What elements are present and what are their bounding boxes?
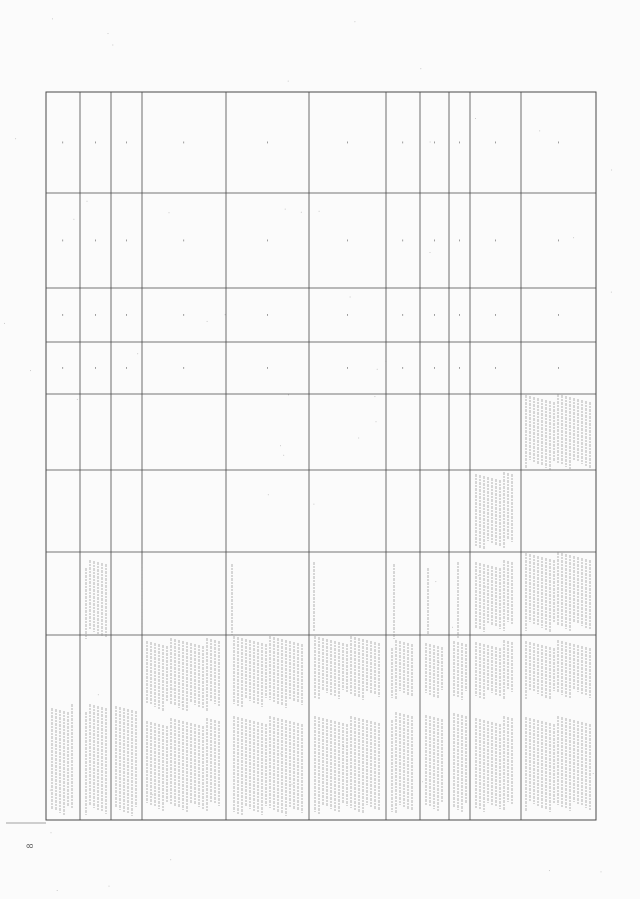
empty-cell-dash: - [343,141,352,144]
empty-cell-dash: - [554,313,563,317]
empty-cell-dash: - [430,366,439,370]
empty-cell-dash: - [455,366,464,370]
empty-cell-dash: - [58,239,67,242]
empty-cell-dash: - [122,366,131,370]
empty-cell-dash: - [58,313,67,317]
empty-cell-dash: - [58,366,67,370]
empty-cell-dash: - [554,239,563,242]
empty-cell-dash: - [430,239,439,242]
empty-cell-dash: - [430,141,439,144]
empty-cell-dash: - [343,366,352,370]
empty-cell-dash: - [491,366,500,370]
page-number: 8 [25,843,35,849]
empty-cell-dash: - [398,366,407,370]
empty-cell-dash: - [455,239,464,242]
empty-cell-dash: - [398,141,407,144]
empty-cell-dash: - [554,141,563,144]
empty-cell-dash: - [91,366,100,370]
empty-cell-dash: - [91,239,100,242]
empty-cell-dash: - [398,239,407,242]
empty-cell-dash: - [122,239,131,242]
empty-cell-dash: - [491,313,500,317]
empty-cell-dash: - [554,366,563,370]
empty-cell-dash: - [430,313,439,317]
empty-cell-dash: - [455,141,464,144]
empty-cell-dash: - [91,141,100,144]
empty-cell-dash: - [491,141,500,144]
empty-cell-dash: - [263,239,272,242]
empty-cell-dash: - [179,141,188,144]
empty-cell-dash: - [122,313,131,317]
empty-cell-dash: - [398,313,407,317]
empty-cell-dash: - [122,141,131,144]
empty-cell-dash: - [343,239,352,242]
empty-cell-dash: - [455,313,464,317]
empty-cell-dash: - [491,239,500,242]
empty-cell-dash: - [263,366,272,370]
empty-cell-dash: - [91,313,100,317]
empty-cell-dash: - [263,313,272,317]
empty-cell-dash: - [179,366,188,370]
empty-cell-dash: - [179,313,188,317]
empty-cell-dash: - [179,239,188,242]
empty-cell-dash: - [343,313,352,317]
empty-cell-dash: - [58,141,67,144]
empty-cell-dash: - [263,141,272,144]
